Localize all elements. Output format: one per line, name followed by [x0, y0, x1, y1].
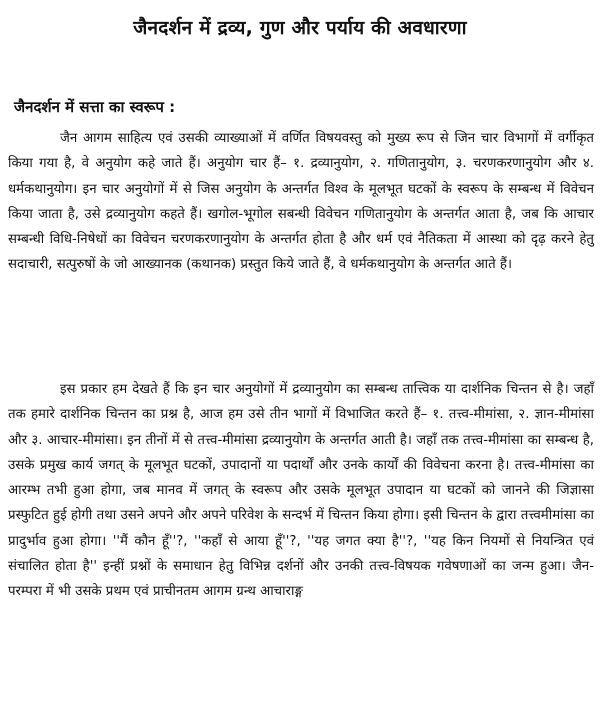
paragraph-1: जैन आगम साहित्य एवं उसकी व्याख्याओं में वर्णित विषयवस्तु को मुख्य रूप से जिन चार विभागों में वर्गीकृत किया गया है, वे अनुयोग कहे जाते हैं। अनुयोग चार हैं– १. द्रव्यानुयोग, २. गणितानुयोग, ३. चरणकरणानुयोग और ४. धर्मकथानुयोग। इन चार अनुयोगों में से जिस अनुयोग के अन्तर्गत विश्व के मूलभूत घटकों के स्वरूप के सम्बन्ध में विवेचन किया जाता है, उसे द्रव्यानुयोग कहते हैं। खगोल-भूगोल सबन्धी विवेचन गणितानुयोग के अन्तर्गत आता है, जब कि आचार सम्बन्धी विधि-निषेधों का विवेचन चरणकरणानुयोग के अन्तर्गत होता है और धर्म एवं नैतिकता में आस्था को दृढ़ करने हेतु सदाचारी, सत्पुरुषों के जो आख्यानक (कथानक) प्रस्तुत किये जाते हैं, वे धर्मकथानुयोग के अन्तर्गत आते हैं। [8, 131, 594, 273]
paragraph-2: इस प्रकार हम देखते हैं कि इन चार अनुयोगों में द्रव्यानुयोग का सम्बन्ध तात्त्विक या दार्शनिक चिन्तन से है। जहाँ तक हमारे दार्शनिक चिन्तन का प्रश्न है, आज हम उसे तीन भागों में विभाजित करते हैं– १. तत्त्व-मीमांसा, २. ज्ञान-मीमांसा और ३. आचार-मीमांसा। इन तीनों में से तत्त्व-मीमांसा द्रव्यानुयोग के अन्तर्गत आती है। जहाँ तक तत्त्व-मीमांसा का सम्बन्ध है, उसके प्रमुख कार्य जगत् के मूलभूत घटकों, उपादानों या पदार्थों और उनके कार्यों की विवेचना करना है। तत्त्व-मीमांसा का आरम्भ तभी हुआ होगा, जब मानव में जगत् के स्वरूप और उसके मूलभूत उपादान या घटकों को जानने की जिज्ञासा प्रस्फुटित हुई होगी तथा उसने अपने और अपने परिवेश के सन्दर्भ में चिन्तन किया होगा। इसी चिन्तन के द्वारा तत्त्वमीमांसा का प्रादुर्भाव हुआ होगा। ''मैं कौन हूँ''?, ''कहाँ से आया हूँ''?, ''यह जगत क्या है''?, ''यह किन नियमों से नियन्त्रित एवं संचालित होता है'' इन्हीं प्रश्नों के समाधान हेतु विभिन्न दर्शनों और उनकी तत्त्व-विषयक गवेषणाओं का जन्म हुआ। जैन-परम्परा में भी उसके प्रथम एवं प्राचीनतम आगम ग्रन्थ आचाराङ्ग [8, 382, 594, 600]
section-heading: जैनदर्शन में सत्ता का स्वरूप : [14, 98, 176, 116]
page-title: जैनदर्शन में द्रव्य, गुण और पर्याय की अवधारणा [133, 17, 467, 39]
